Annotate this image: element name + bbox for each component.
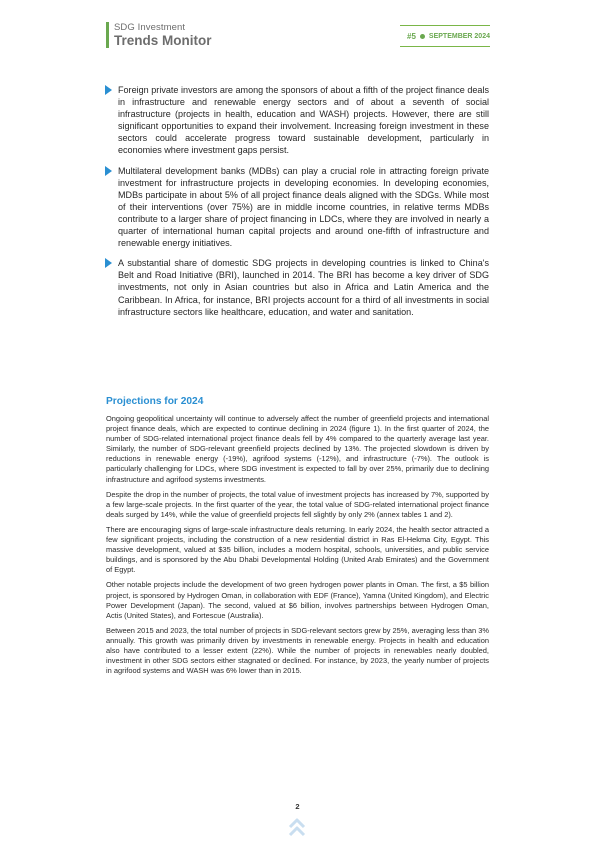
- list-item-text: Foreign private investors are among the sponsors of about a fifth of the project finance deals in infrastructure and renewable energy sectors and of about a seventh of social infrastructure (projects in health, education and WASH) projects. However, there are still significant opportunities to expand their involvement. Increasing foreign investment in these sectors could accelerate progress toward sustainable development, particularly in economies where investment gaps persist.: [118, 85, 489, 156]
- list-item: [104, 165, 489, 250]
- paragraph: Between 2015 and 2023, the total number of projects in SDG-relevant sectors grew by 25%, averaging less than 3% annually. This growth was primarily driven by investments in renewable energy. Projects in health and education also have contributed to a lesser extent (22%). While the number of projects in renewables nearly doubled, investment in other SDG sectors either stagnated or declined. For instance, by 2023, the yearly number of projects in agrifood systems and WASH was 6% lower than in 2015.: [106, 625, 489, 676]
- issue-date: SEPTEMBER 2024: [428, 32, 490, 40]
- brand-top-text: SDG Investment: [114, 22, 186, 33]
- brand-title: Trends Monitor: [114, 33, 212, 48]
- paragraph: Ongoing geopolitical uncertainty will continue to adversely affect the number of greenfield projects and international project finance deals, which are expected to continue declining in 2024 (figure 1). In the first quarter of 2024, the number of SDG-related international project finance deals fell by 4% compared to the quarterly average last year. Similarly, the number of SDG-relevant greenfield projects declined by 13%. The projected slowdown is driven by reductions in renewable energy (-19%), agrifood systems (-12%), and infrastructure (-7%). The outlook is particularly challenging for LDCs, where SDG investment is expected to fall by over 25%, primarily due to declining infrastructure and agrifood systems investments.: [106, 414, 489, 484]
- key-findings-list: [104, 84, 489, 326]
- issue-number: #5: [407, 31, 416, 41]
- triangle-bullet-icon: [105, 85, 112, 95]
- paragraph: Other notable projects include the development of two green hydrogen power plants in Oman. The first, a $5 billion project, is sponsored by Hydrogen Oman, in collaboration with EDF (France), Yamna (United Kingdom), and Electric Power Development (Japan). The second, valued at $6 billion, involves partnerships between Hydrogen Oman, Actis (United States), and Fortescue (Australia).: [106, 580, 489, 620]
- issue-badge: [400, 25, 490, 47]
- list-item-text: Multilateral development banks (MDBs) can play a crucial role in attracting foreign private investment for infrastructure projects in developing economies. In developing economies, MDBs participate in about 5% of all project finance deals aligned with the SDGs. While most of their interventions (over 75%) are in middle income countries, in relative terms MDBs contribute to a larger share of project financing in LDCs, where they are involved in nearly a quarter of international human capital projects and around one-fifth of infrastructure and renewable energy initiatives.: [118, 165, 489, 249]
- page-header: [106, 22, 490, 50]
- section-title: Projections for 2024: [106, 396, 204, 407]
- list-item-text: A substantial share of domestic SDG projects in developing countries is linked to China's Belt and Road Initiative (BRI), launched in 2014. The BRI has become a key driver of SDG investments, not only in Asian countries but also in Africa and Latin America and the Caribbean. In Africa, for instance, BRI projects account for a third of all investments in social infrastructure sectors like healthcare, education, and water and sanitation.: [118, 258, 489, 317]
- brand-logo: [106, 22, 212, 48]
- scroll-to-top-icon[interactable]: [287, 817, 307, 839]
- list-item: [104, 84, 489, 157]
- triangle-bullet-icon: [105, 258, 112, 268]
- dot-icon: [420, 34, 425, 39]
- projections-section: [106, 396, 489, 681]
- page-number: 2: [295, 802, 300, 811]
- paragraph: Despite the drop in the number of projects, the total value of investment projects has increased by 7%, supported by a few large-scale projects. In the first quarter of the year, the total value of SDG-related international project finance deals surged by 14%, while the value of greenfield projects fell slightly by only 2% (annex tables 1 and 2).: [106, 489, 489, 519]
- triangle-bullet-icon: [105, 166, 112, 176]
- list-item: [104, 257, 489, 317]
- paragraph: There are encouraging signs of large-scale infrastructure deals returning. In early 2024, the health sector attracted a few significant projects, including the construction of a new residential district in Ras El-Hekma City, Egypt. This massive development, valued at $35 billion, includes a modern hospital, schools, universities, and public service buildings, and is sponsored by the Abu Dhabi Developmental Holding (United Arab Emirates) and the Government of Egypt.: [106, 524, 489, 575]
